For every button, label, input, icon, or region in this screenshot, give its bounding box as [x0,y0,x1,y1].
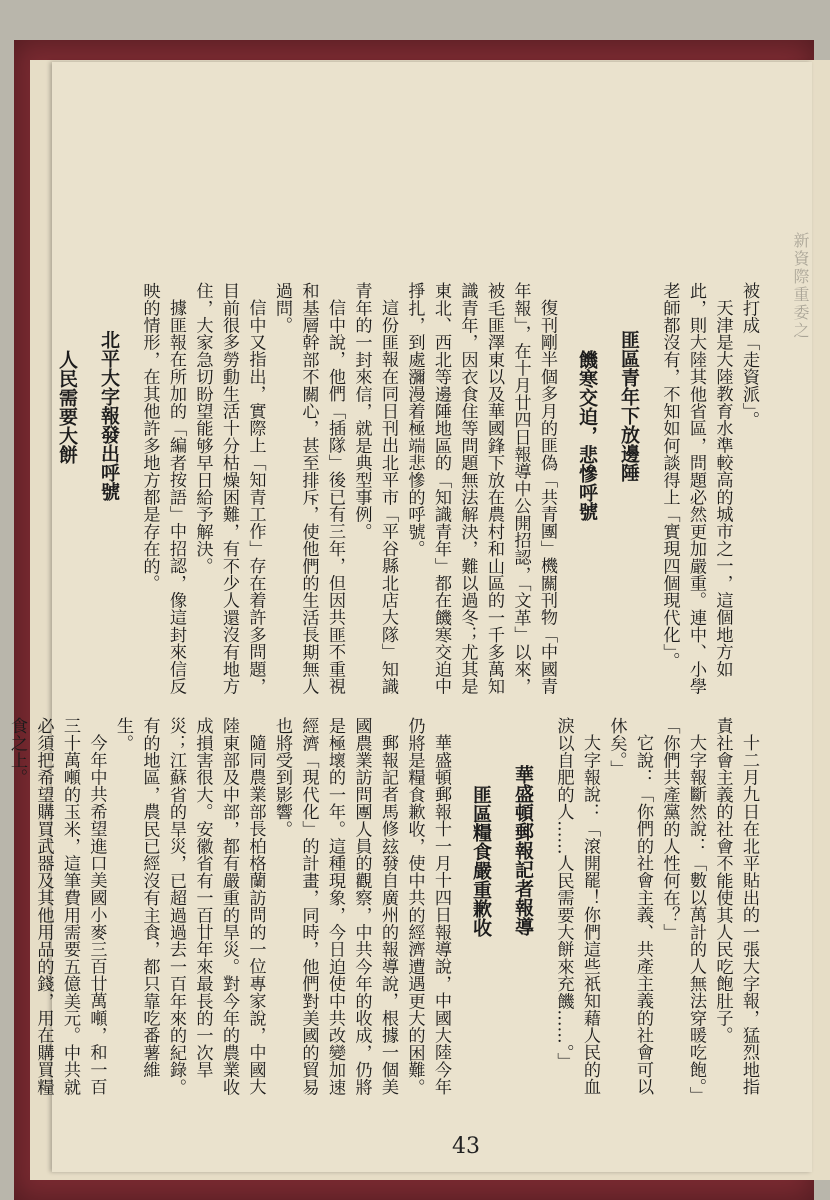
paragraph: 這份匪報在同日刊出北平市「平谷縣北店大隊」知識青年的一封來信，就是典型事例。 [351,282,398,695]
paragraph: 據匪報在所加的「編者按語」中招認，像這封來信反映的情形，在其他許多地方都是存在的。 [139,282,186,695]
paragraph: 華盛頓郵報十一月十四日報導說，中國大陸今年仍將是糧食歉收，使中共的經濟遭遇更大的困難。 [404,717,451,1096]
paragraph: 十二月九日在北平貼出的一張大字報，猛烈地指責社會主義的社會不能使其人民吃飽肚子。 [712,717,759,1096]
section-subheading: 人民需要大餅 [56,350,78,465]
paragraph: 大字報說：「滾開罷！你們這些祇知藉人民的血淚以自肥的人……人民需要大餅來充饑……。」 [553,717,600,1096]
page-number: 43 [452,1134,480,1159]
book-page [7,62,812,1172]
paragraph: 信中又指出，實際上「知青工作」存在着許多問題，目前很多勞動生活十分枯燥困難，有不少人還沒有地方住，大家急切盼望能够早日給予解決。 [192,282,266,695]
paragraph: 信中說，他們「插隊」後已有三年，但因共匪不重視和基層幹部不關心，甚至排斥，使他們的生活長期無人過問。 [272,282,345,695]
paragraph: 復刊剛半個多月的匪偽「共青團」機關刊物「中國青年報」，在十月廿四日報導中公開招認，「文革」以來，被毛匪澤東以及華國鋒下放在農村和山區的一千多萬知識青年，因衣食住等問題無法解決，難以過冬；尤其是東北、西北等邊陲地區的「知識青年」都在饑寒交迫中掙扎，到處瀰漫着極端悲慘的呼號。 [404,282,557,695]
section-subheading: 匪區糧食嚴重歉收 [470,785,492,938]
section-heading: 華盛頓郵報記者報導 [512,764,534,936]
section-heading: 匪區青年下放邊陲 [618,329,640,482]
paragraph: 今年中共希望進口美國小麥三百廿萬噸，和一百三十萬噸的玉米，這筆費用需要五億美元。中共就必須把希望購買武器及其他用品的錢，用在購買糧食之上。 [7,717,107,1096]
paragraph: 郵報記者馬修玆發自廣州的報導說，根據一個美國農業訪問團人員的觀察，中共今年的收成，仍將是極壞的一年。這種現象，今日迫使中共改變加速經濟「現代化」的計畫，同時，他們對美國的貿易也將受到影響。 [272,717,398,1096]
paragraph: 它說：「你們的社會主義、共產主義的社會可以休矣。」 [606,717,653,1096]
section-heading: 北平大字報發出呼號 [98,329,120,501]
upper-text-block [56,282,762,702]
paragraph: 大字報斷然說：「數以萬計的人無法穿暖吃飽。」「你們共產黨的人性何在？」 [659,717,706,1104]
paragraph: 被打成「走資派」。 [739,282,759,429]
section-subheading: 饑寒交迫，悲慘呼號 [576,350,598,522]
lower-text-block [7,717,762,1107]
paragraph: 天津是大陸教育水準較高的城市之一，這個地方如此，則大陸其他省區，問題必然更加嚴重。連中、小學老師都沒有，不知如何談得上「實現四個現代化」。 [659,282,733,695]
paragraph: 隨同農業部長柏格蘭訪問的一位專家說，中國大陸東部及中部，都有嚴重的旱災。對今年的農業收成損害很大。安徽省有一百廿年來最長的一次旱災；江蘇省的旱災，已超過過去一百年來的紀錄。有的地區，農民已經沒有主食，都只靠吃番薯維生。 [113,717,266,1096]
adjacent-page-text: 新資際重委之 [791,232,810,340]
